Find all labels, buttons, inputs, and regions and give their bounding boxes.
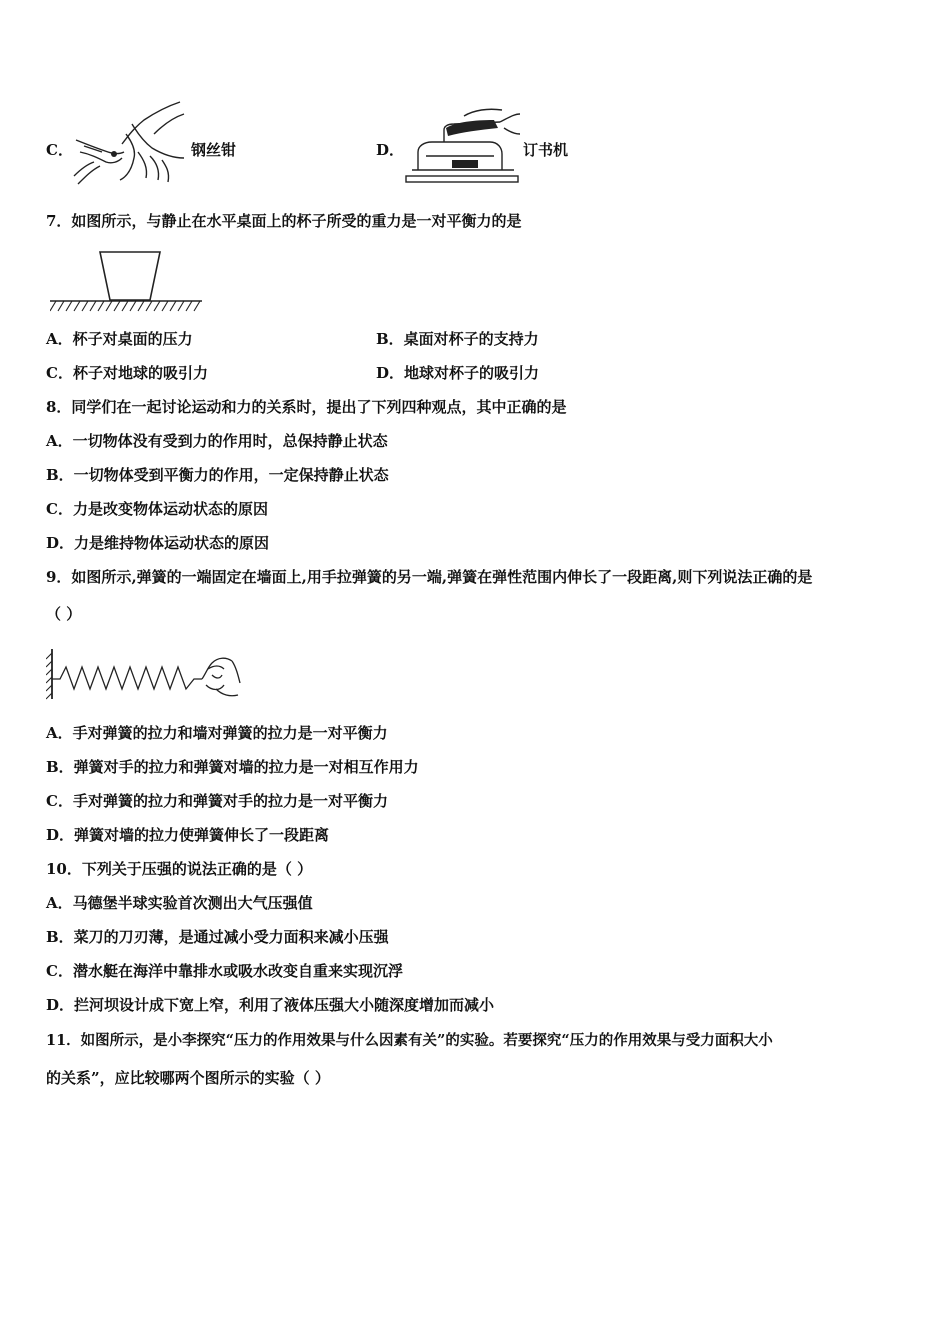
q6-option-d-label: D． xyxy=(376,141,405,159)
q10-option-c: C．潜水艇在海洋中靠排水或吸水改变自重来实现沉浮 xyxy=(46,962,403,980)
q7-option-a: A．杯子对桌面的压力 xyxy=(46,330,193,348)
q8-stem: 8．同学们在一起讨论运动和力的关系时，提出了下列四种观点，其中正确的是 xyxy=(46,398,567,416)
q10-option-b: B．菜刀的刀刃薄，是通过减小受力面积来减小压强 xyxy=(46,928,389,946)
pliers-pivot-icon xyxy=(111,151,117,157)
pliers-figure xyxy=(72,98,190,186)
q8-option-b: B．一切物体受到平衡力的作用，一定保持静止状态 xyxy=(46,466,389,484)
q7-stem: 7．如图所示，与静止在水平桌面上的杯子所受的重力是一对平衡力的是 xyxy=(46,212,522,230)
q8-option-d: D．力是维持物体运动状态的原因 xyxy=(46,534,270,552)
q6-option-c-caption: 钢丝钳 xyxy=(191,141,237,159)
q10-option-d: D．拦河坝设计成下宽上窄，利用了液体压强大小随深度增加而减小 xyxy=(46,996,495,1014)
q8-option-c: C．力是改变物体运动状态的原因 xyxy=(46,500,268,518)
q10-stem: 10．下列关于压强的说法正确的是（ ） xyxy=(46,860,313,878)
q6-option-d-caption: 订书机 xyxy=(523,141,569,159)
q7-option-c: C．杯子对地球的吸引力 xyxy=(46,364,208,382)
q9-option-b: B．弹簧对手的拉力和弹簧对墙的拉力是一对相互作用力 xyxy=(46,758,419,776)
q6-option-c-label: C． xyxy=(46,141,73,159)
q9-stem-cont: （ ） xyxy=(46,605,82,623)
spring-wall-hand-figure xyxy=(46,645,242,703)
q9-stem: 9．如图所示,弹簧的一端固定在墙面上,用手拉弹簧的另一端,弹簧在弹性范围内伸长了一段距离,则下列说法正确的是 xyxy=(46,568,813,586)
q7-option-b: B．桌面对杯子的支持力 xyxy=(376,330,539,348)
q10-option-a: A．马德堡半球实验首次测出大气压强值 xyxy=(46,894,313,912)
q9-option-c: C．手对弹簧的拉力和弹簧对手的拉力是一对平衡力 xyxy=(46,792,388,810)
q7-option-d: D．地球对杯子的吸引力 xyxy=(376,364,540,382)
q9-option-a: A．手对弹簧的拉力和墙对弹簧的拉力是一对平衡力 xyxy=(46,724,388,742)
cup-on-table-figure xyxy=(50,248,204,314)
q9-option-d: D．弹簧对墙的拉力使弹簧伸长了一段距离 xyxy=(46,826,330,844)
q11-stem: 11．如图所示，是小李探究“压力的作用效果与什么因素有关”的实验。若要探究“压力的作用效果与受力面积大小 xyxy=(46,1032,773,1049)
q11-stem-cont: 的关系”，应比较哪两个图所示的实验（ ） xyxy=(46,1069,330,1087)
q8-option-a: A．一切物体没有受到力的作用时，总保持静止状态 xyxy=(46,432,388,450)
stapler-figure xyxy=(404,108,522,186)
